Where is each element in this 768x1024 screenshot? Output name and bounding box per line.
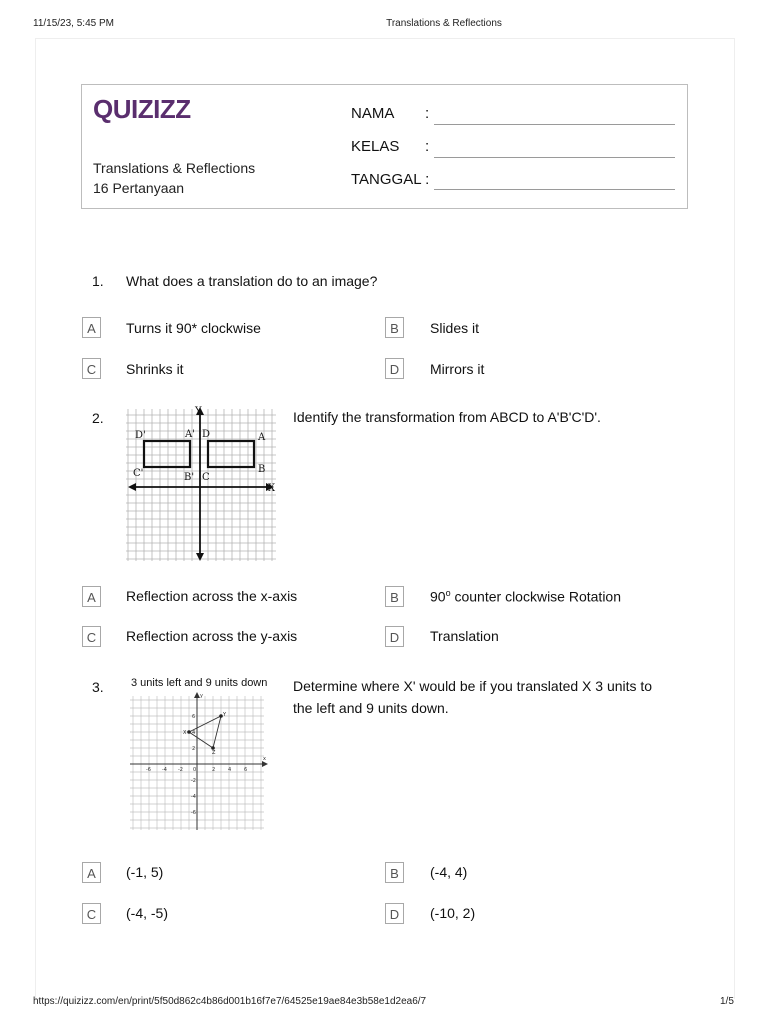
q2-option-d-text: Translation — [430, 628, 499, 644]
y-tick-2: 2 — [192, 746, 196, 752]
x-axis-label: X — [268, 483, 276, 494]
q3-option-c-text: (-4, -5) — [126, 905, 168, 921]
point-y-label: Y — [223, 712, 227, 718]
field-colon-nama: : — [425, 105, 430, 122]
question-3-text-line-1: Determine where X' would be if you translated X 3 units to — [293, 678, 653, 694]
y-axis-label: Y — [195, 406, 202, 417]
x-tick-0: 0 — [193, 767, 197, 773]
class-input-line[interactable] — [434, 157, 675, 158]
question-1-text: What does a translation do to an image? — [126, 273, 378, 289]
y-tick-neg6: -6 — [191, 810, 196, 816]
point-x-label: X — [183, 730, 187, 736]
y-tick-neg4: -4 — [191, 794, 196, 800]
q3-option-a-letter[interactable]: A — [82, 862, 101, 883]
translation-graph-figure — [130, 690, 270, 832]
question-2-number: 2. — [92, 410, 104, 426]
q2-option-d-letter[interactable]: D — [385, 626, 404, 647]
question-3-number: 3. — [92, 679, 104, 695]
point-z-label: Z — [212, 750, 216, 756]
label-c-prime: C' — [133, 468, 144, 479]
field-label-kelas: KELAS — [351, 138, 400, 155]
label-d-prime: D' — [135, 430, 146, 441]
x-tick-neg4: -4 — [162, 767, 167, 773]
x-tick-neg2: -2 — [178, 767, 183, 773]
label-d: D — [202, 429, 211, 440]
quiz-header-card — [81, 84, 688, 209]
q1-option-c-letter[interactable]: C — [82, 358, 101, 379]
field-label-tanggal: TANGGAL : — [351, 171, 430, 188]
q1-option-b-text: Slides it — [430, 320, 480, 336]
label-a-prime: A' — [185, 429, 195, 440]
question-count: 16 Pertanyaan — [93, 180, 185, 196]
y-axis-label: y — [200, 693, 203, 699]
x-axis-label: x — [263, 756, 266, 762]
x-axis-arrow-left — [128, 483, 136, 491]
x-tick-2: 2 — [212, 767, 216, 773]
label-b: B — [258, 464, 266, 475]
x-tick-neg6: -6 — [146, 767, 151, 773]
q1-option-d-letter[interactable]: D — [385, 358, 404, 379]
q2-option-b-letter[interactable]: B — [385, 586, 404, 607]
q3-option-d-letter[interactable]: D — [385, 903, 404, 924]
question-1-number: 1. — [92, 273, 104, 289]
q1-option-b-letter[interactable]: B — [385, 317, 404, 338]
x-tick-6: 6 — [244, 767, 248, 773]
footer-url[interactable]: https://quizizz.com/en/print/5f50d862c4b86d001b16f7e7/64525e19ae84e3b58e1d2ea6/7 — [33, 996, 427, 1007]
y-tick-4: 4 — [192, 730, 196, 736]
q2-option-b-text: 90$^o$ counter clockwise Rotation — [430, 588, 622, 605]
y-tick-neg2: -2 — [191, 778, 196, 784]
q1-option-d-text: Mirrors it — [430, 361, 485, 377]
point-x — [187, 730, 191, 734]
name-input-line[interactable] — [434, 124, 675, 125]
q2-option-a-text: Reflection across the x-axis — [126, 588, 298, 604]
q3-option-a-text: (-1, 5) — [126, 864, 164, 880]
q3-option-c-letter[interactable]: C — [82, 903, 101, 924]
label-a: A — [258, 432, 266, 443]
q3-option-b-text: (-4, 4) — [430, 864, 468, 880]
label-b-prime: B' — [184, 472, 195, 483]
q3-option-d-text: (-10, 2) — [430, 905, 476, 921]
date-input-line[interactable] — [434, 189, 675, 190]
q1-option-a-text: Turns it 90* clockwise — [126, 320, 261, 336]
footer-page-number: 1/5 — [720, 996, 734, 1007]
q2-option-c-letter[interactable]: C — [82, 626, 101, 647]
q2-option-a-letter[interactable]: A — [82, 586, 101, 607]
quiz-title: Translations & Reflections — [93, 160, 256, 176]
label-c: C — [202, 472, 210, 483]
print-title: Translations & Reflections — [386, 18, 502, 29]
q1-option-c-text: Shrinks it — [126, 361, 184, 377]
field-colon-kelas: : — [425, 138, 430, 155]
question-3-text-line-2: the left and 9 units down. — [293, 700, 449, 716]
q2-option-c-text: Reflection across the y-axis — [126, 628, 298, 644]
field-label-nama: NAMA — [351, 105, 395, 122]
question-2-text: Identify the transformation from ABCD to A'B'C'D'. — [293, 409, 601, 425]
x-tick-4: 4 — [228, 767, 232, 773]
print-datetime: 11/15/23, 5:45 PM — [33, 18, 114, 29]
y-tick-6: 6 — [192, 714, 196, 720]
grid-lines — [126, 409, 276, 561]
y-axis-arrow-down — [196, 553, 204, 561]
q1-option-a-letter[interactable]: A — [82, 317, 101, 338]
q3-option-b-letter[interactable]: B — [385, 862, 404, 883]
quizizz-logo: QUIZIZZ — [93, 94, 191, 124]
question-3-figure-caption: 3 units left and 9 units down — [131, 677, 268, 689]
reflection-graph-figure — [126, 405, 278, 563]
